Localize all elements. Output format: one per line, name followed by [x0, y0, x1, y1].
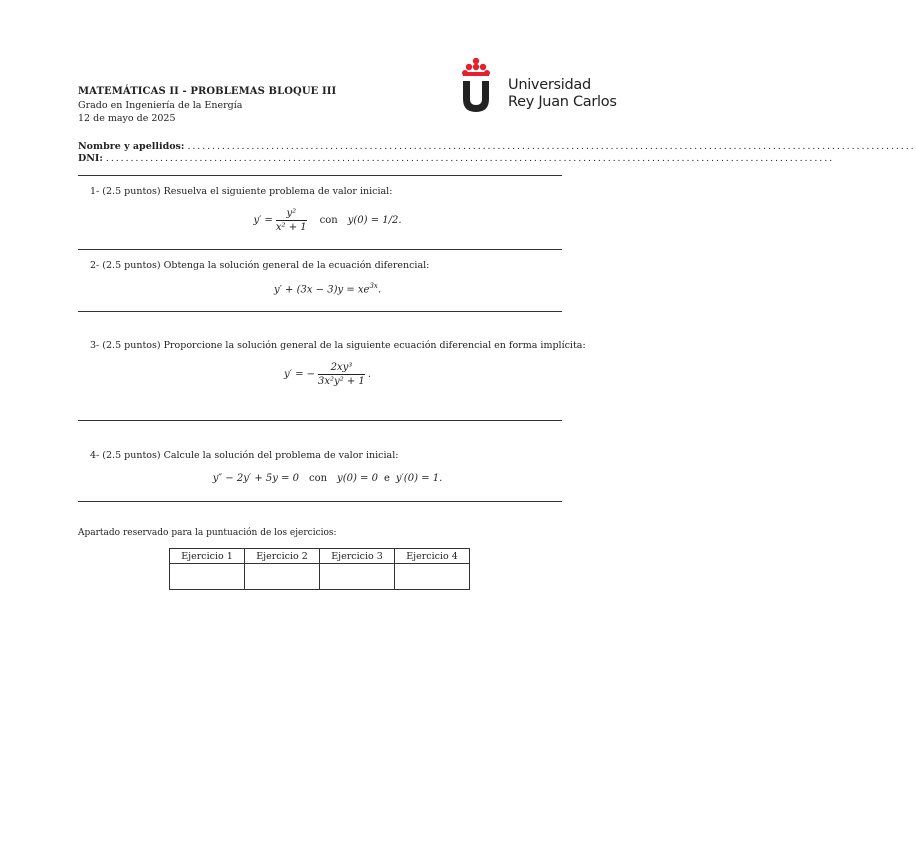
question-2 — [90, 260, 429, 271]
degree-name: Grado en Ingeniería de la Energía — [78, 100, 243, 111]
divider — [78, 249, 562, 250]
question-text: (2.5 puntos) Proporcione la solución general de la siguiente ecuación diferencial en forma implícita: — [102, 340, 586, 351]
question-3 — [90, 340, 586, 351]
divider — [78, 420, 562, 421]
score-cell-2[interactable] — [245, 564, 320, 590]
question-text: (2.5 puntos) Calcule la solución del problema de valor inicial: — [102, 450, 399, 461]
score-cell-4[interactable] — [395, 564, 470, 590]
score-cell-3[interactable] — [320, 564, 395, 590]
divider — [78, 175, 562, 176]
exam-date: 12 de mayo de 2025 — [78, 113, 176, 124]
score-header: Ejercicio 4 — [395, 549, 470, 564]
name-label: Nombre y apellidos: — [78, 141, 185, 152]
question-1 — [90, 186, 392, 197]
dni-field[interactable] — [78, 153, 835, 164]
divider — [78, 501, 562, 502]
question-number: 4- — [90, 450, 100, 461]
equation-1: y′ = $\frac{\text{y²}}{\text{x² + 1}}$ con y(0) = 1/2. — [253, 208, 402, 233]
score-header: Ejercicio 3 — [320, 549, 395, 564]
logo-line-1: Universidad — [508, 77, 591, 93]
logo-line-2: Rey Juan Carlos — [508, 94, 617, 110]
name-field[interactable] — [78, 141, 916, 152]
fraction: $\frac{\text{y²}}{\text{x² + 1}}$ — [275, 208, 307, 233]
equation-4: y″ − 2y′ + 5y = 0 con y(0) = 0 e y′(0) = 1. — [212, 473, 443, 484]
score-table — [169, 548, 470, 590]
urjc-emblem-icon — [460, 57, 494, 113]
scores-note: Apartado reservado para la puntuación de los ejercicios: — [78, 528, 337, 538]
university-logo — [460, 57, 625, 117]
name-fill-line: .................................................................................................................................................... — [187, 141, 916, 152]
score-header: Ejercicio 1 — [170, 549, 245, 564]
question-4 — [90, 450, 398, 461]
exam-title: MATEMÁTICAS II - PROBLEMAS BLOQUE III — [78, 86, 337, 97]
divider — [78, 311, 562, 312]
score-cell-1[interactable] — [170, 564, 245, 590]
question-number: 1- — [90, 186, 100, 197]
question-number: 3- — [90, 340, 100, 351]
question-text: (2.5 puntos) Obtenga la solución general de la ecuación diferencial: — [102, 260, 430, 271]
equation-3: y′ = − $\frac{\text{2xy³}}{\text{3x²y² + 1}}$ . — [283, 362, 371, 387]
dni-fill-line: .................................................................................................................................................... — [105, 153, 835, 164]
equation-2: $y' + (3x - 3)y = xe^{3x}$. — [273, 282, 382, 296]
question-text: (2.5 puntos) Resuelva el siguiente problema de valor inicial: — [102, 186, 393, 197]
question-number: 2- — [90, 260, 100, 271]
fraction: $\frac{\text{2xy³}}{\text{3x²y² + 1}}$ — [318, 362, 365, 387]
dni-label: DNI: — [78, 153, 103, 164]
score-header: Ejercicio 2 — [245, 549, 320, 564]
